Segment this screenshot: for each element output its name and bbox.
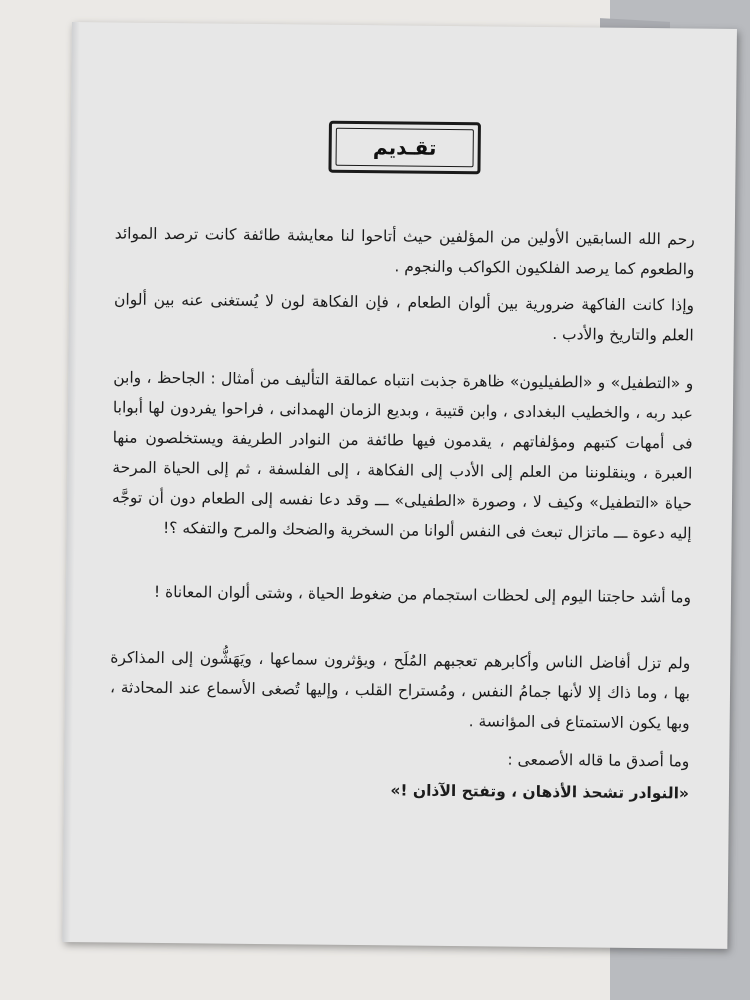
paragraph-2-text: وإذا كانت الفاكهة ضرورية بين ألوان الطعام ، فإن الفكاهة لون لا يُستغنى عنه بين ألوان العلم والتاريخ والأدب . [114,290,695,345]
paragraph-3-text: و «التطفيل» و «الطفيليون» ظاهرة جذبت انتباه عمالقة التأليف من أمثال : الجاحظ ، وابن عبد ربه ، والخطيب البغدادى ، وابن قتيبة ، وبديع الزمان الهمدانى ، فراحوا يفردون لها أبوابا فى أمهات كتبهم ومؤلفاتهم ، يقدمون فيها طائفة من النوادر الطريفة ويستخلصون منها العبرة ، وينقلوننا من العلم إلى الأدب إلى الفكاهة ، إلى الفلسفة ، ثم إلى الحياة المرحة حياة «التطفيل» وكيف لا ، وصورة «الطفيلى» ـــ وقد دعا نفسه إلى الطعام دون أن توجَّه إليه دعوة ـــ ماتزال تبعث فى النفس ألوانا من السخرية والضحك والمرح والتفكه ؟! [111,368,694,543]
paragraph-5-text: ولم تزل أفاضل الناس وأكابرهم تعجبهم المُلَح ، ويؤثرون سماعها ، ويَهَشُّون إلى المذاكرة بها ، وما ذاك إلا لأنها جمامُ النفس ، ومُستراح القلب ، وإليها تُصغى الأسماع عند المحادثة ، وبها يكون الاستمتاع فى المؤانسة . [109,648,691,733]
paragraph-6 [109,740,689,776]
closing-quote-text: «النوادر تشحذ الأذهان ، وتفتح الآذان !» [390,781,690,803]
paragraph-1-text: رحم الله السابقين الأولين من المؤلفين حيث أتاحوا لنا معايشة طائفة كانت ترصد الموائد والطعوم كما يرصد الفلكيون الكواكب والنجوم . [114,224,695,279]
paragraph-3 [112,362,694,548]
closing-quote [109,772,689,808]
paragraph-4-text: وما أشد حاجتنا اليوم إلى لحظات استجمام من ضغوط الحياة ، وشتى ألوان المعاناة ! [153,582,692,607]
title-frame [328,121,481,175]
paragraph-2 [114,284,695,350]
book-page [62,22,737,949]
paragraph-5 [110,642,691,738]
page-title: تقـديم [372,135,437,160]
paragraph-1 [114,218,695,284]
page-fold-shadow [62,22,80,942]
paragraph-6-text: وما أصدق ما قاله الأصمعى : [507,750,690,771]
title-frame-inner [336,128,474,167]
paragraph-4 [111,576,691,612]
